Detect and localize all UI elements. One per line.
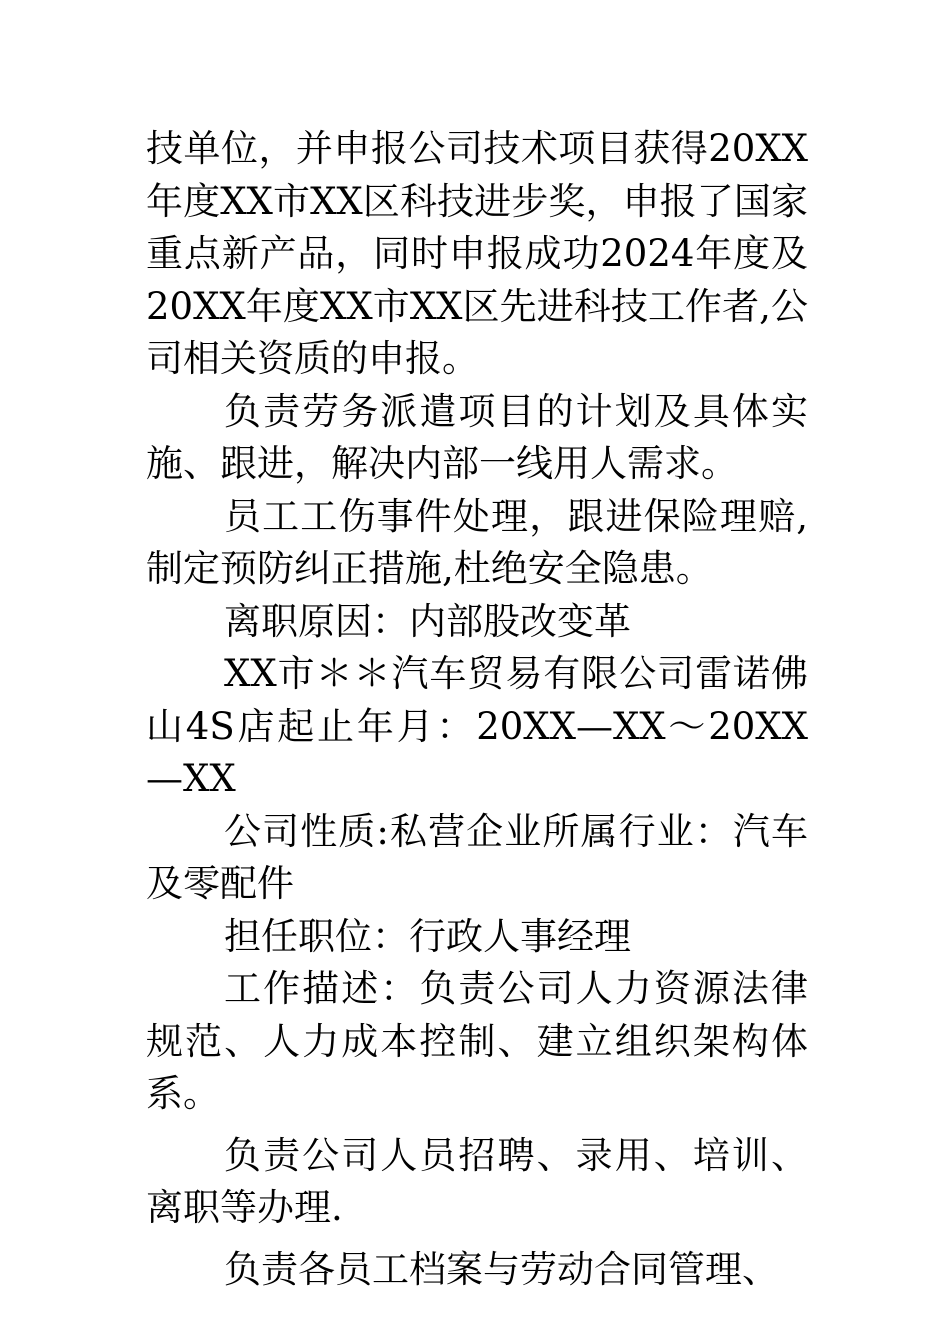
- paragraph: 员工工伤事件处理，跟进保险理赔,制定预防纠正措施,杜绝安全隐患。: [146, 494, 808, 590]
- paragraph: 负责各员工档案与劳动合同管理、: [224, 1247, 779, 1291]
- paragraph: 担任职位：行政人事经理: [224, 914, 631, 958]
- paragraph: 公司性质:私营企业所属行业：汽车及零配件: [146, 809, 808, 905]
- paragraph-continuation: 技单位，并申报公司技术项目获得20XX年度XX市XX区科技进步奖，申报了国家重点新产品，同时申报成功2024年度及20XX年度XX市XX区先进科技工作者,公司相关资质的申报。: [146, 127, 808, 380]
- paragraph: 负责劳务派遣项目的计划及具体实施、跟进，解决内部一线用人需求。: [146, 389, 808, 485]
- paragraph: 工作描述：负责公司人力资源法律规范、人力成本控制、建立组织架构体系。: [146, 967, 808, 1115]
- document-body: [146, 123, 808, 1296]
- paragraph: XX市＊＊汽车贸易有限公司雷诺佛山4S店起止年月：20XX—XX～20XX—XX: [146, 652, 808, 800]
- paragraph: 离职原因：内部股改变革: [224, 599, 631, 643]
- paragraph: 负责公司人员招聘、录用、培训、离职等办理.: [146, 1133, 808, 1229]
